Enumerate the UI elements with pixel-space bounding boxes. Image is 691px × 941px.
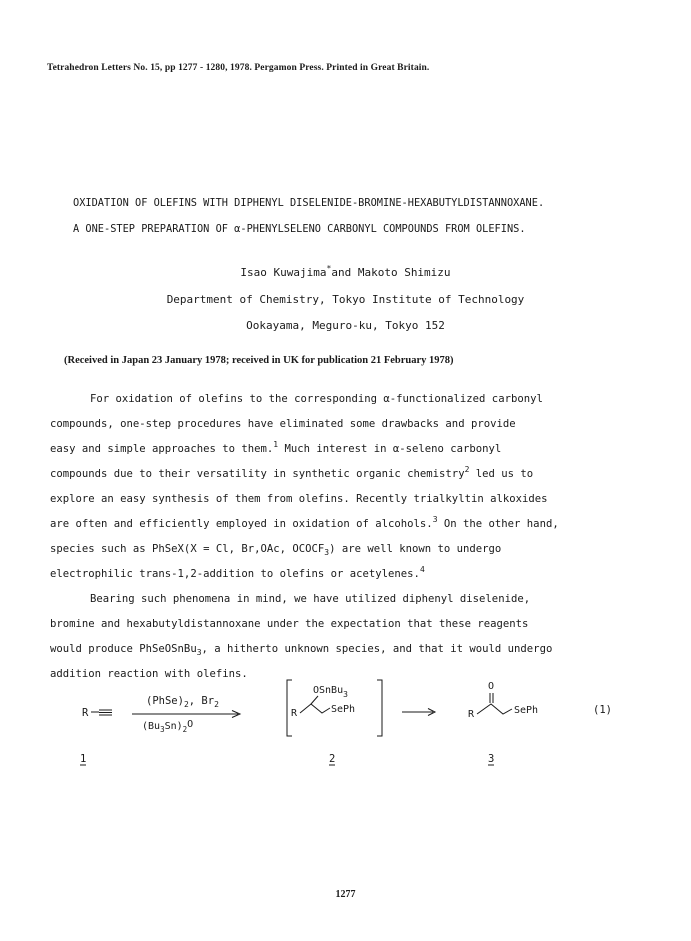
address: Ookayama, Meguro-ku, Tokyo 152: [246, 319, 445, 332]
reference-1: 1: [273, 440, 279, 449]
author-line: [0, 266, 691, 279]
paragraph-1-line-4: [50, 465, 534, 480]
reference-3: 3: [432, 515, 438, 524]
author-shimizu: and Makoto Shimizu: [331, 266, 451, 279]
paragraph-1-line-6: [50, 515, 559, 530]
reference-2: 2: [464, 465, 470, 474]
corresponding-author-mark: *: [326, 264, 332, 273]
product-r-label: R: [468, 709, 475, 720]
affiliation: Department of Chemistry, Tokyo Institute of Technology: [166, 293, 525, 306]
compound-label-2: 2: [329, 753, 336, 765]
product-oxygen: O: [488, 681, 495, 692]
paragraph-1-line-3: [50, 440, 502, 455]
intermediate-skeleton: [300, 704, 330, 713]
text-span: compounds due to their versatility in synthetic organic chemistry: [50, 468, 465, 480]
right-bracket: [377, 680, 382, 736]
reagent-bottom: $(Bu_3Sn)_2O$: [142, 719, 194, 734]
received-dates: (Received in Japan 23 January 1978; received in UK for publication 21 February 1978): [64, 355, 454, 366]
intermediate-osnbu3: OSnBu$_3$: [313, 685, 348, 699]
text-span: would produce PhSeOSnBu: [50, 643, 197, 655]
equation-number: (1): [593, 704, 612, 716]
journal-citation: Tetrahedron Letters No. 15, pp 1277 - 1280, 1978. Pergamon Press. Printed in Great Britain.: [47, 63, 430, 73]
subscript: 3: [324, 548, 330, 557]
subscript: 3: [196, 648, 202, 657]
paragraph-1-line-1: For oxidation of olefins to the corresponding α-functionalized carbonyl: [90, 393, 543, 405]
paragraph-1-line-8: [50, 565, 425, 580]
paragraph-1-line-5: explore an easy synthesis of them from olefins. Recently trialkyltin alkoxides: [50, 493, 548, 505]
intermediate-r-label: R: [291, 708, 298, 719]
article-title-line-2: A ONE-STEP PREPARATION OF α-PHENYLSELENO CARBONYL COMPOUNDS FROM OLEFINS.: [73, 223, 526, 235]
author-kuwajima: Isao Kuwajima: [240, 266, 327, 279]
product-skeleton: [477, 704, 512, 714]
text-span: are often and efficiently employed in oxidation of alcohols.: [50, 518, 433, 530]
paragraph-1-line-7: [50, 543, 501, 555]
paragraph-2-line-2: bromine and hexabutyldistannoxane under the expectation that these reagents: [50, 618, 529, 630]
paragraph-2-line-4: addition reaction with olefins.: [50, 668, 248, 680]
product-seph: SePh: [514, 705, 539, 716]
reference-4: 4: [419, 565, 425, 574]
paragraph-2-line-1: Bearing such phenomena in mind, we have utilized diphenyl diselenide,: [90, 593, 531, 605]
paragraph-1-line-2: compounds, one-step procedures have eliminated some drawbacks and provide: [50, 418, 516, 430]
intermediate-seph: SePh: [331, 704, 356, 715]
page-number: 1277: [335, 889, 356, 900]
compound-label-3: 3: [488, 753, 495, 765]
paragraph-2-line-3: [50, 643, 552, 655]
reagent-top: $(PhSe)_2$, $Br_2$: [146, 695, 219, 709]
text-span: Much interest in α-seleno carbonyl: [278, 443, 502, 455]
text-span: easy and simple approaches to them.: [50, 443, 274, 455]
reactant-r-label: R: [82, 707, 89, 719]
text-span: species such as PhSeX(X = Cl, Br,OAc, OCOCF: [50, 543, 325, 555]
reaction-scheme: [0, 672, 691, 782]
compound-label-1: 1: [80, 753, 87, 765]
text-span: led us to: [469, 468, 534, 480]
article-title-line-1: OXIDATION OF OLEFINS WITH DIPHENYL DISELENIDE-BROMINE-HEXABUTYLDISTANNOXANE.: [73, 197, 545, 209]
text-span: electrophilic trans-1,2-addition to olefins or acetylenes.: [50, 568, 420, 580]
text-span: ) are well known to undergo: [329, 543, 502, 555]
intermediate-o-bond: [311, 696, 318, 704]
text-span: On the other hand,: [437, 518, 559, 530]
text-span: , a hitherto unknown species, and that it would undergo: [201, 643, 553, 655]
